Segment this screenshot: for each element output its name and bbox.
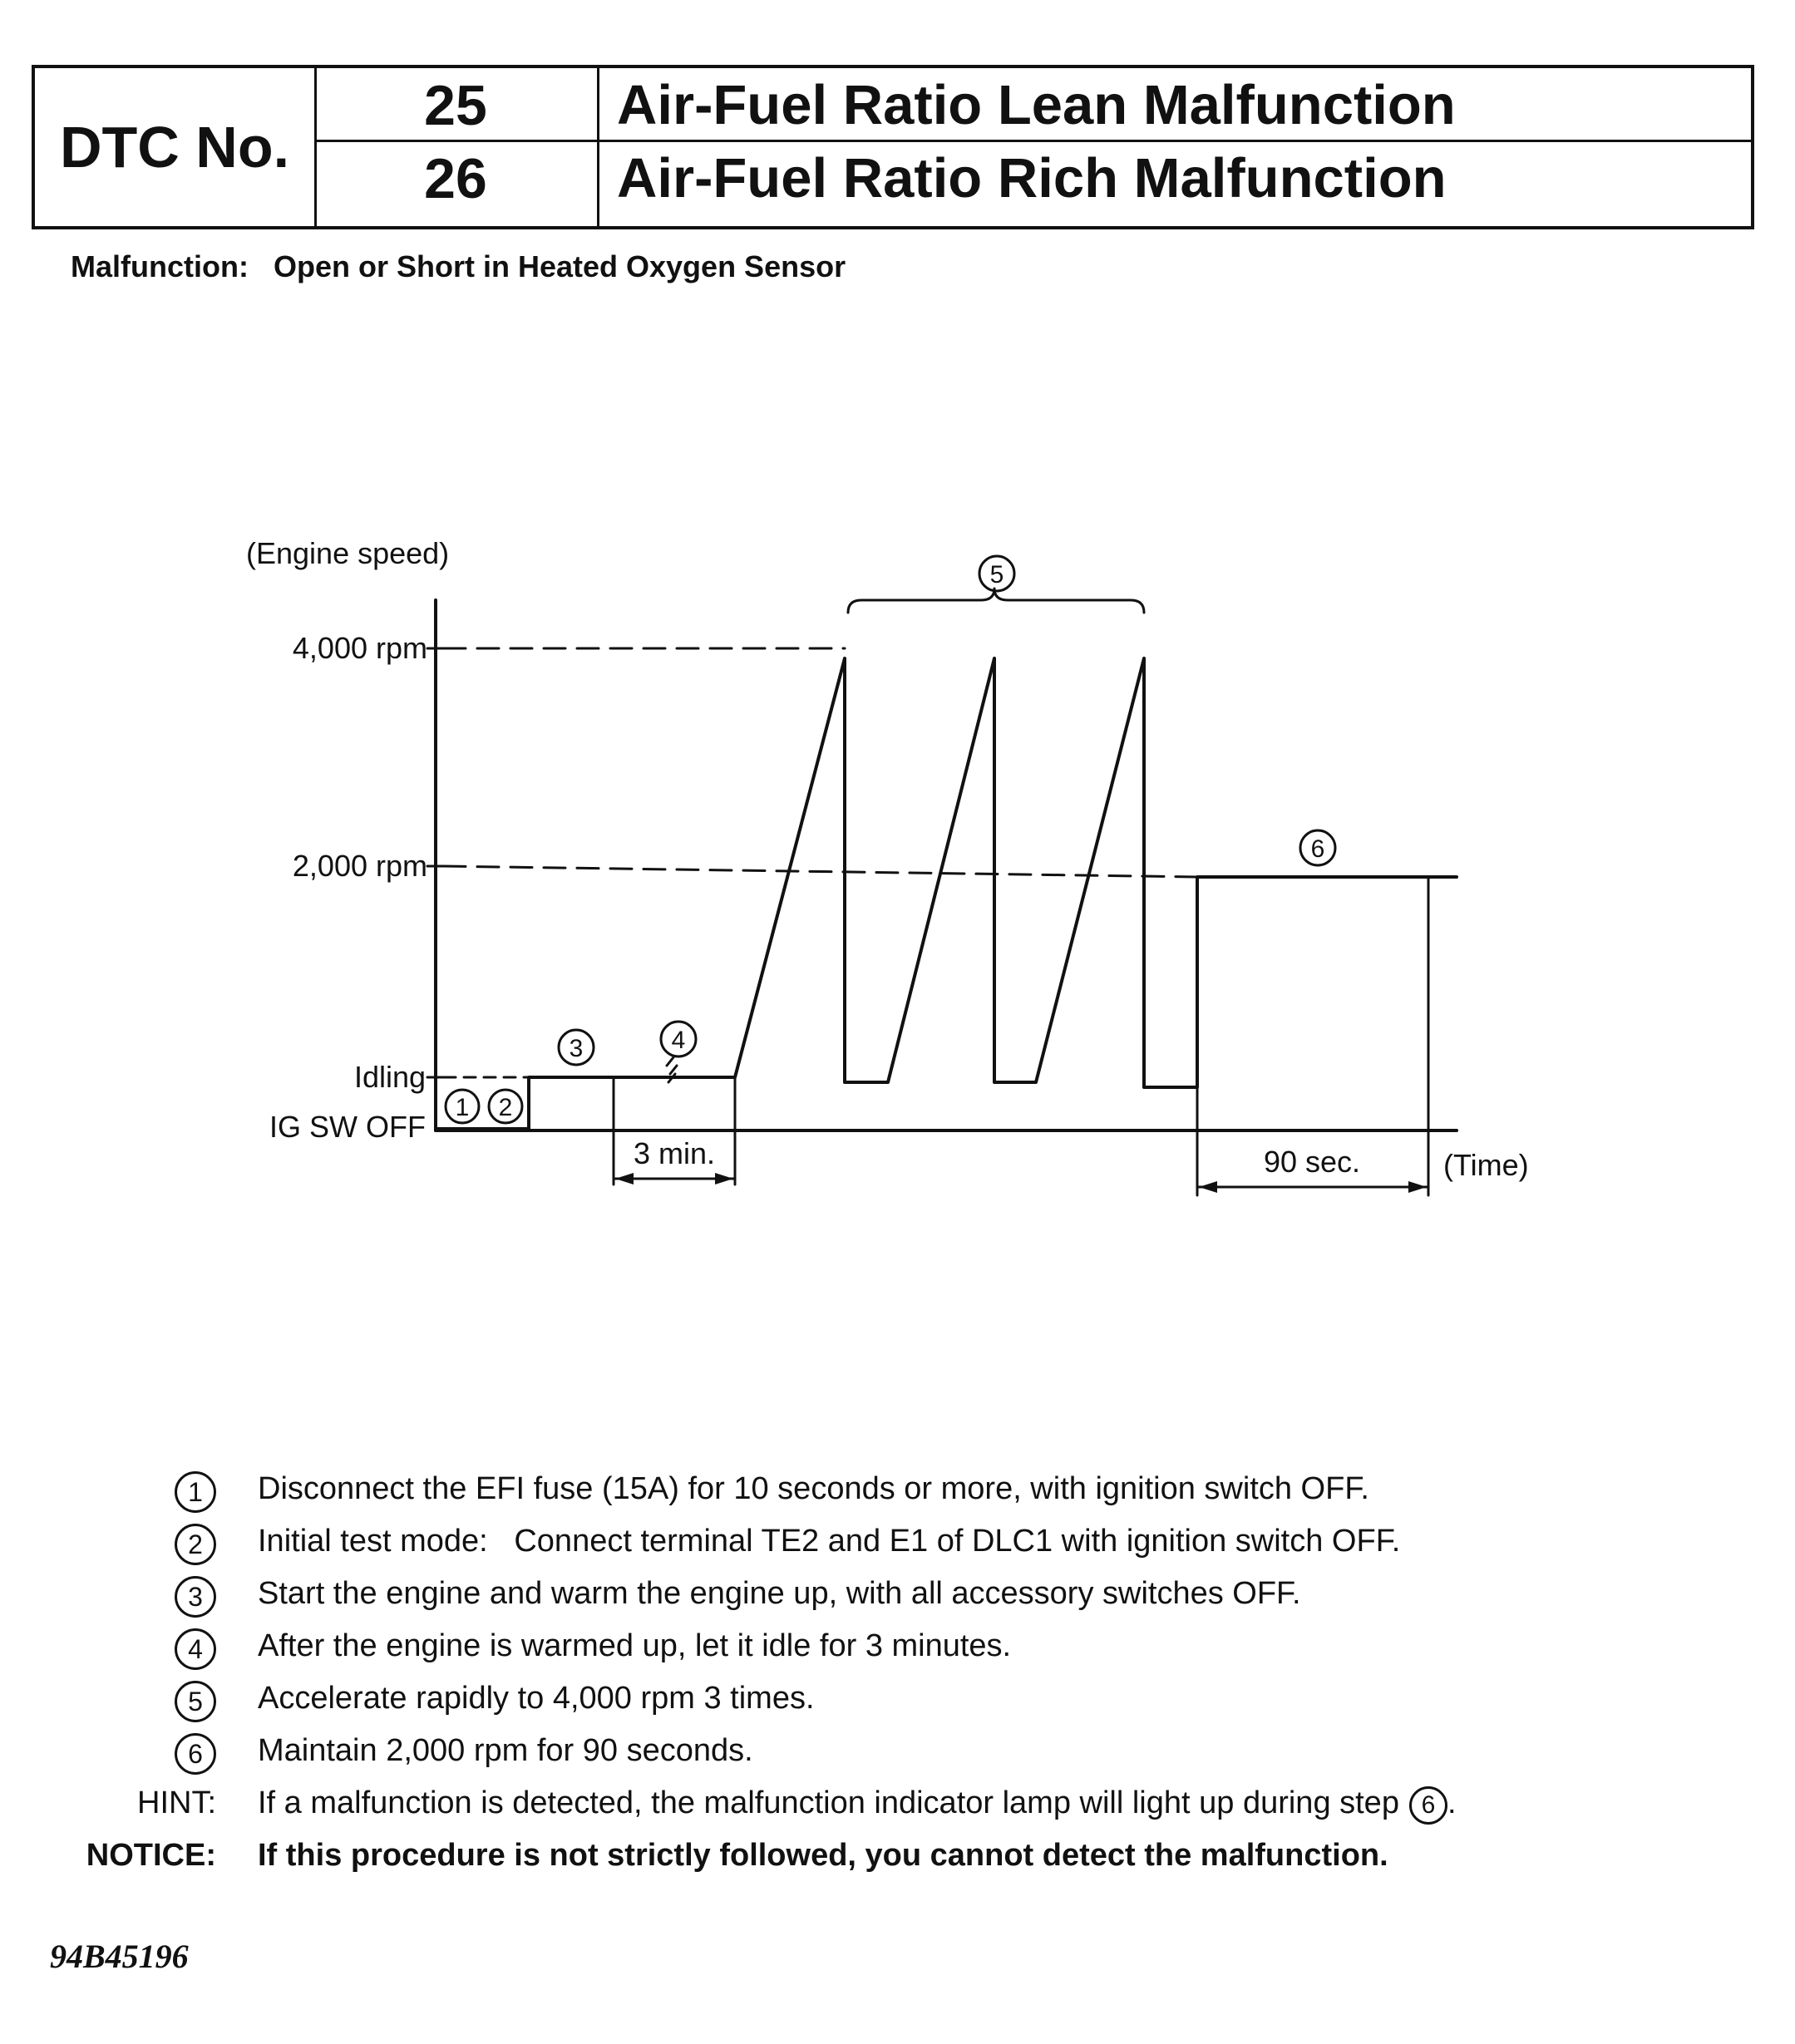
- step-text: Accelerate rapidly to 4,000 rpm 3 times.: [258, 1681, 815, 1716]
- arrowhead: [1199, 1181, 1217, 1193]
- marker-5: 5: [989, 561, 1004, 589]
- hint-label: HINT:: [137, 1785, 216, 1820]
- duration-3min: 3 min.: [633, 1136, 716, 1170]
- step-text: Initial test mode: Connect terminal TE2 and E1 of DLC1 with ignition switch OFF.: [258, 1524, 1401, 1559]
- dtc-code-25: 25: [424, 74, 487, 137]
- arrowhead: [1408, 1181, 1427, 1193]
- level-label-2000: 2,000 rpm: [292, 849, 427, 883]
- arrowhead: [715, 1173, 733, 1185]
- step-number: 4: [175, 1628, 216, 1670]
- level-label-idling: Idling: [353, 1060, 426, 1094]
- dtc-label: DTC No.: [59, 115, 290, 180]
- step-number: 6: [175, 1733, 216, 1775]
- step-number: 1: [175, 1471, 216, 1513]
- guide-2000-dashed: [444, 866, 1197, 877]
- step-text: Maintain 2,000 rpm for 90 seconds.: [258, 1733, 753, 1768]
- level-label-4000: 4,000 rpm: [292, 631, 427, 665]
- dtc-code-26: 26: [424, 147, 487, 210]
- marker-6: 6: [1310, 835, 1325, 863]
- hint-step-ref: 6: [1409, 1786, 1447, 1825]
- step-text: After the engine is warmed up, let it idle for 3 minutes.: [258, 1628, 1012, 1663]
- step-number: 3: [175, 1576, 216, 1618]
- marker-2: 2: [498, 1094, 513, 1121]
- x-axis-label: (Time): [1443, 1148, 1529, 1182]
- malfunction-text: Open or Short in Heated Oxygen Sensor: [273, 249, 846, 283]
- figure-id: 94B45196: [50, 1938, 189, 1975]
- step-text: Disconnect the EFI fuse (15A) for 10 seconds or more, with ignition switch OFF.: [258, 1471, 1369, 1506]
- duration-90sec: 90 sec.: [1263, 1145, 1361, 1179]
- notice-label: NOTICE:: [86, 1838, 216, 1873]
- marker-4: 4: [671, 1027, 686, 1054]
- arrowhead: [615, 1173, 634, 1185]
- dtc-title-rich: Air-Fuel Ratio Rich Malfunction: [617, 147, 1447, 209]
- malfunction-label: Malfunction:: [71, 249, 249, 283]
- step-number: 5: [175, 1681, 216, 1722]
- marker-1: 1: [455, 1094, 470, 1121]
- notice-text: If this procedure is not strictly followed, you cannot detect the malfunction.: [258, 1838, 1388, 1873]
- hint-text: If a malfunction is detected, the malfunction indicator lamp will light up during step: [258, 1785, 1399, 1820]
- marker-3: 3: [569, 1035, 584, 1062]
- step-number: 2: [175, 1524, 216, 1565]
- level-label-ig-sw-off: IG SW OFF: [269, 1110, 426, 1144]
- step-text: Start the engine and warm the engine up, with all accessory switches OFF.: [258, 1576, 1301, 1611]
- dtc-title-lean: Air-Fuel Ratio Lean Malfunction: [617, 74, 1456, 136]
- hint-period: .: [1447, 1785, 1457, 1820]
- y-axis-label: (Engine speed): [246, 536, 450, 570]
